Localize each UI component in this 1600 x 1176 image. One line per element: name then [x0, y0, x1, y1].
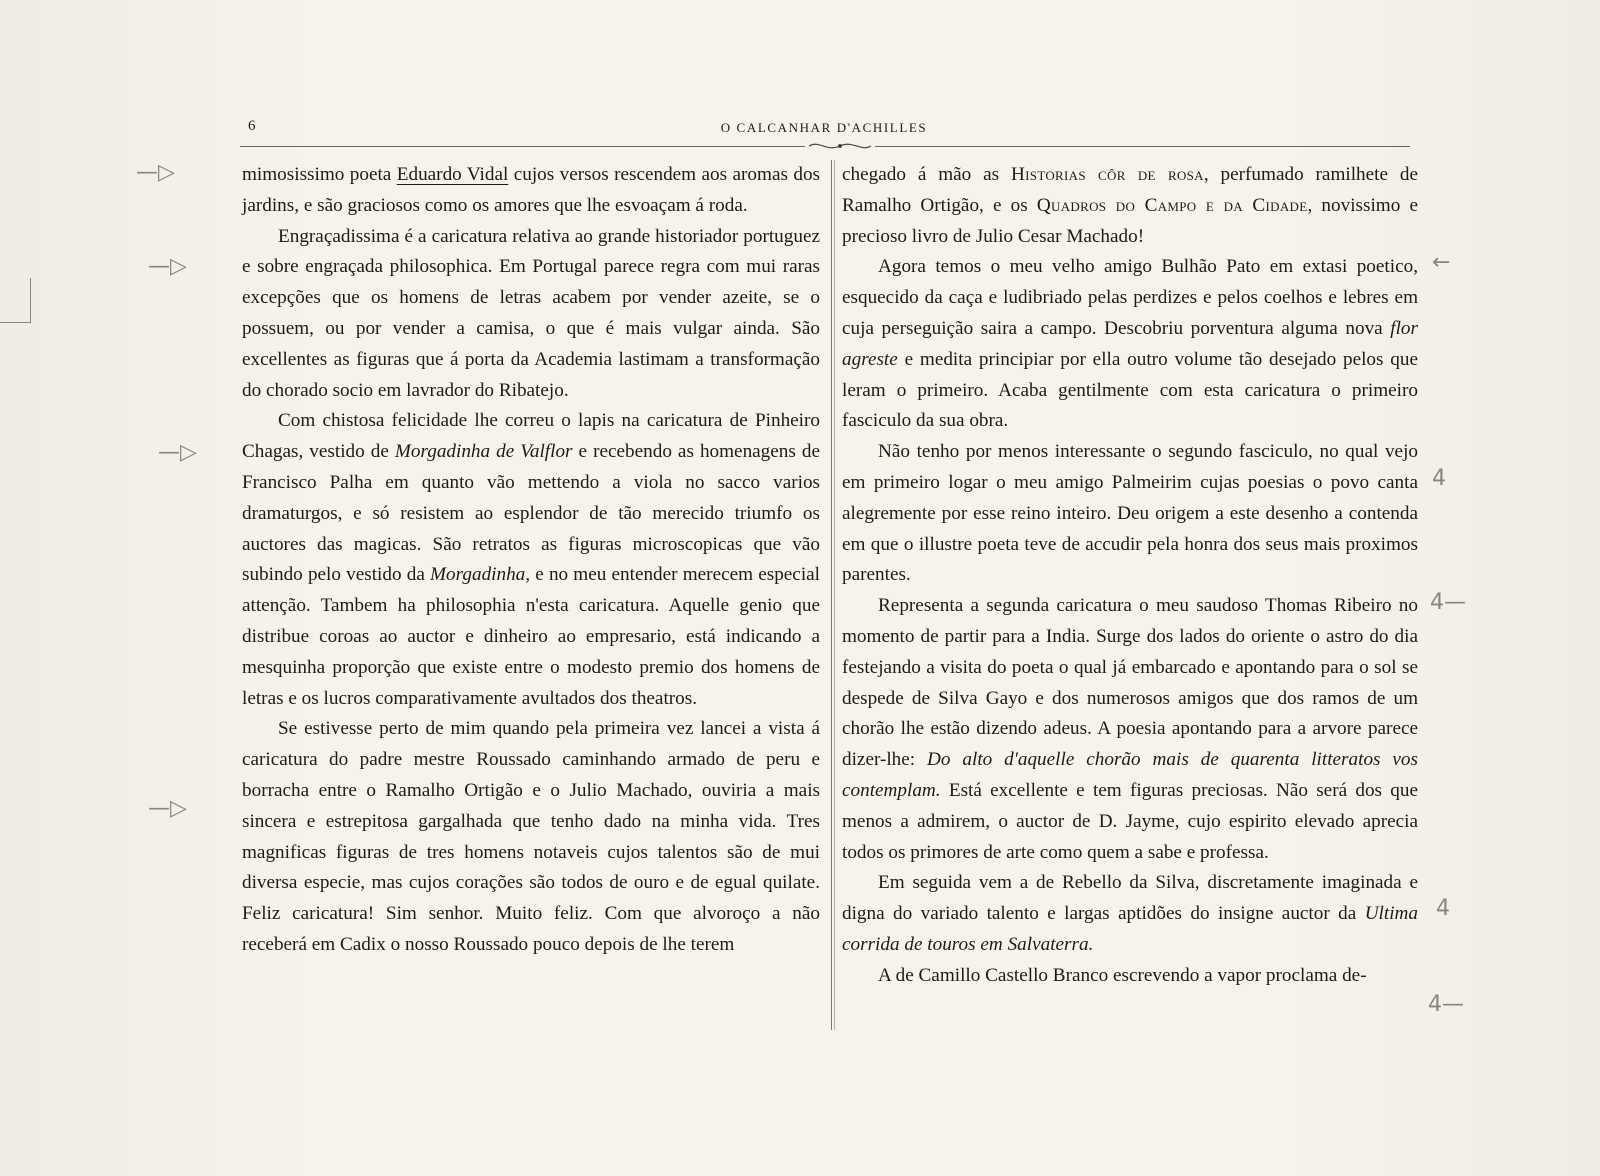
left-column: [242, 160, 820, 961]
margin-number-mark: 4: [1432, 466, 1446, 491]
paragraph: Não tenho por menos interessante o segundo fasciculo, no qual vejo em primeiro logar o meu amigo Palmeirim cujas poesias o povo canta alegremente por esse reino inteiro. Deu origem a este desenho a contenda em que o illustre poeta teve de accudir pela honra dos seus mais proximos parentes.: [842, 441, 1418, 586]
page-number: 6: [248, 118, 256, 134]
ornament-flourish-icon: [805, 138, 875, 154]
margin-number-mark: 4: [1436, 896, 1450, 921]
column-divider: [831, 160, 832, 1030]
paragraph: mimosissimo poeta Eduardo Vidal cujos versos rescendem aos aromas dos jardins, e são graciosos como os amores que lhe esvoaçam á roda.: [242, 164, 820, 216]
paragraph: Agora temos o meu velho amigo Bulhão Pato em extasi poetico, esquecido da caça e ludibriado pelas perdizes e pelos coelhos e lebres em cuja perseguição saira a campo. Descobriu porventura alguma nova flor agreste e medita principiar por ella outro volume tão desejado pelos que leram o primeiro. Acaba gentilmente com esta caricatura o primeiro fasciculo da sua obra.: [842, 256, 1418, 432]
margin-number-mark: 4—: [1428, 992, 1464, 1017]
paragraph: Com chistosa felicidade lhe correu o lapis na caricatura de Pinheiro Chagas, vestido de Morgadinha de Valflor e recebendo as homenagens de Francisco Palha em quanto vão mettendo a viola no sacco varios dramaturgos, e só resistem ao esplendor de tão merecido triumfo os auctores das magicas. São retratos as figuras microscopicas que vão subindo pelo vestido da Morgadinha, e no meu entender merecem especial attenção. Tambem ha philosophia n'esta caricatura. Aquelle genio que distribue coroas ao auctor e dinheiro ao empresario, está indicando a mesquinha proporção que existe entre o modesto premio dos homens de letras e os lucros comparativamente avultados dos theatros.: [242, 410, 821, 709]
paragraph: Em seguida vem a de Rebello da Silva, discretamente imaginada e digna do variado talento e largas aptidões do insigne auctor da Ultima corrida de touros em Salvaterra.: [842, 872, 1418, 955]
running-title: O CALCANHAR D'ACHILLES: [720, 120, 928, 135]
right-column: [842, 160, 1418, 992]
margin-number-mark: 4—: [1430, 590, 1466, 615]
margin-arrow-mark: —▷: [158, 440, 197, 465]
underlined-name: Eduardo Vidal: [396, 164, 509, 185]
margin-arrow-mark: ←: [1432, 250, 1451, 275]
margin-arrow-mark: —▷: [148, 796, 187, 821]
paragraph: Se estivesse perto de mim quando pela primeira vez lancei a vista á caricatura do padre mestre Roussado caminhando armado de peru e borracha entre o Ramalho Ortigão e o Julio Machado, ouviria a mais sincera e estrepitosa gargalhada que tenho dado na minha vida. Tres magnificas figuras de tres homens notaveis cujos talentos são de mui diversa especie, mas cujos corações são todos de ouro e de egual quilate. Feliz caricatura! Sim senhor. Muito feliz. Com que alvoroço a não receberá em Cadix o nosso Roussado pouco depois de lhe terem: [242, 718, 820, 955]
paragraph: Engraçadissima é a caricatura relativa ao grande historiador portuguez e sobre engraçada philosophica. Em Portugal parece regra com mui raras excepções que os homens de letras acabem por vender azeite, se o possuem, ou por vender a camisa, o que é mais vulgar ainda. São excellentes as figuras que á porta da Academia lastimam a transformação do chorado socio em lavrador do Ribatejo.: [242, 225, 820, 401]
margin-arrow-mark: —▷: [136, 160, 175, 185]
paragraph: Representa a segunda caricatura o meu saudoso Thomas Ribeiro no momento de partir para a India. Surge dos lados do oriente o astro do dia festejando a visita do poeta o qual já embarcado e apontando para o sol se despede de Silva Gayo e dos numerosos amigos que dos ramos de um chorão lhe estão dizendo adeus. A poesia apontando para a arvore parece dizer-lhe: Do alto d'aquelle chorão mais de quarenta litteratos vos contemplam. Está excellente e tem figuras preciosas. Não será dos que menos a admirem, o auctor de D. Jayme, cujo espirito elevado aprecia todos os primores de arte como quem a sabe e professa.: [842, 595, 1418, 863]
margin-bracket-mark: [0, 278, 31, 323]
paragraph: A de Camillo Castello Branco escrevendo a vapor proclama de-: [878, 964, 1367, 986]
margin-arrow-mark: —▷: [148, 254, 187, 279]
paragraph: chegado á mão as Historias côr de rosa, perfumado ramilhete de Ramalho Ortigão, e os Quadros do Campo e da Cidade, novissimo e precioso livro de Julio Cesar Machado!: [842, 164, 1418, 247]
